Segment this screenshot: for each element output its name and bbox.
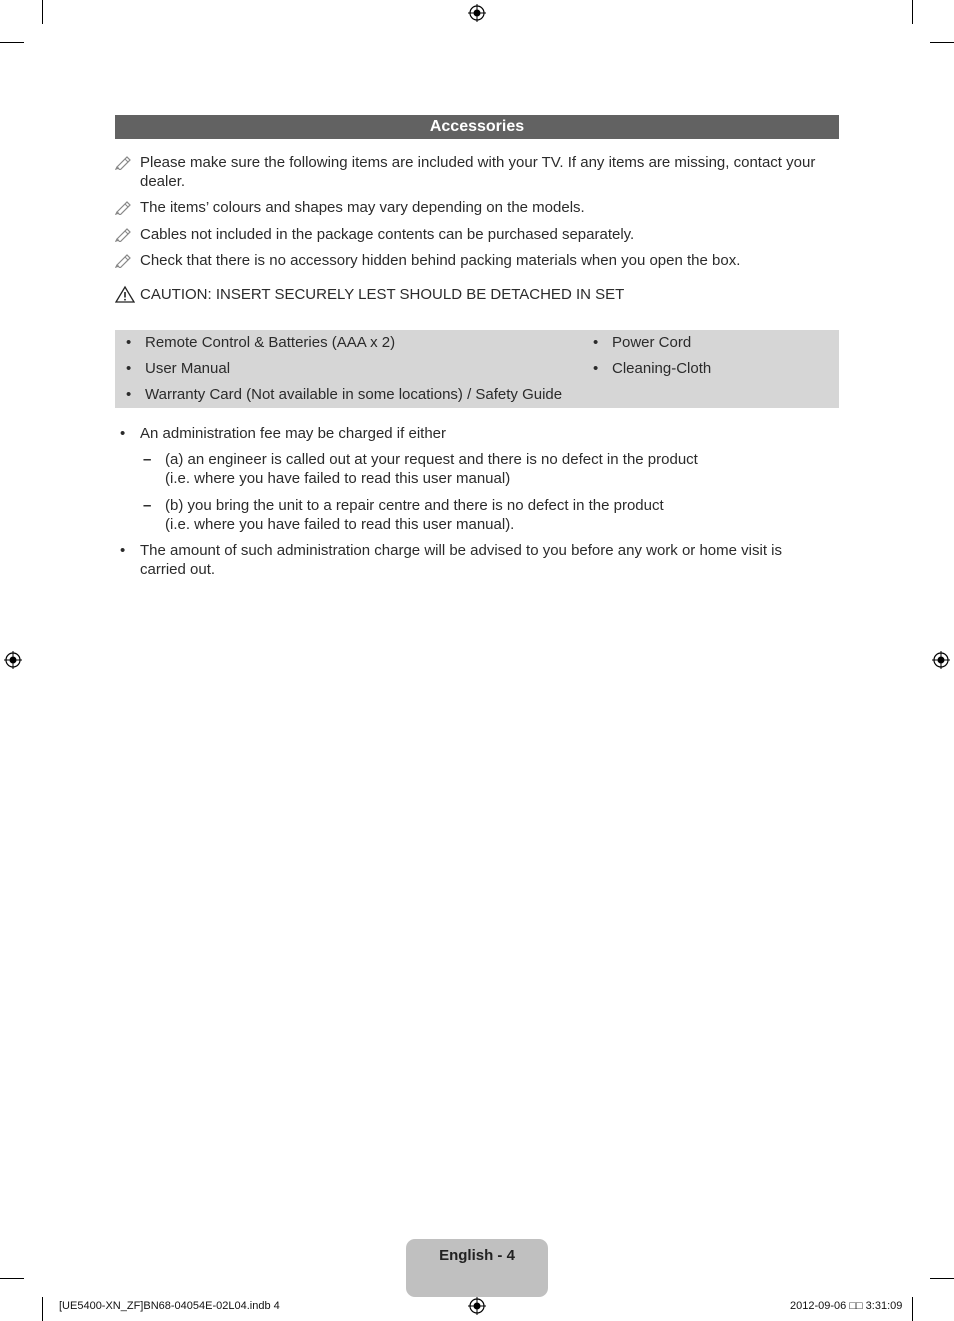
note-text: dealer. bbox=[140, 173, 186, 190]
note-text: Cables not included in the package contents can be purchased separately. bbox=[140, 226, 635, 243]
note-text: Check that there is no accessory hidden behind packing materials when you open the box. bbox=[140, 252, 741, 269]
warning-triangle-icon bbox=[115, 285, 135, 304]
section-title-bar: Accessories bbox=[115, 115, 839, 139]
bullet: • bbox=[126, 334, 132, 351]
crop-mark bbox=[912, 1297, 913, 1321]
bullet: • bbox=[593, 360, 599, 377]
registration-mark-icon bbox=[4, 651, 22, 669]
accessory-item bbox=[593, 333, 691, 352]
bullet: • bbox=[120, 425, 126, 442]
dash: – bbox=[143, 497, 152, 514]
accessories-list-box bbox=[115, 330, 839, 408]
caution-notice bbox=[115, 285, 624, 304]
crop-mark bbox=[912, 0, 913, 24]
bullet: • bbox=[126, 360, 132, 377]
accessory-item bbox=[126, 385, 562, 404]
fee-closing-text: The amount of such administration charge will be advised to you before any work or home visit is bbox=[140, 542, 782, 559]
accessory-label: User Manual bbox=[145, 360, 231, 377]
crop-mark bbox=[930, 1278, 954, 1279]
crop-mark bbox=[42, 1297, 43, 1321]
accessory-item bbox=[126, 333, 395, 352]
note-text: Please make sure the following items are included with your TV. If any items are missing, contact your bbox=[140, 154, 816, 171]
note-text: The items’ colours and shapes may vary depending on the models. bbox=[140, 199, 585, 216]
fee-intro-text: An administration fee may be charged if either bbox=[140, 425, 446, 442]
crop-mark bbox=[42, 0, 43, 24]
crop-mark bbox=[0, 1278, 24, 1279]
note-item bbox=[115, 153, 839, 191]
fee-intro-item bbox=[120, 424, 446, 443]
footer-file-info: [UE5400-XN_ZF]BN68-04054E-02L04.indb 4 bbox=[59, 1300, 280, 1312]
registration-mark-icon bbox=[932, 651, 950, 669]
page-number: English - 4 bbox=[439, 1247, 515, 1264]
registration-mark-icon bbox=[468, 4, 486, 22]
fee-case-text: (b) you bring the unit to a repair centre and there is no defect in the product bbox=[165, 497, 664, 514]
fee-case-text: (a) an engineer is called out at your request and there is no defect in the product bbox=[165, 451, 698, 468]
crop-mark bbox=[0, 42, 24, 43]
bullet: • bbox=[126, 386, 132, 403]
bullet: • bbox=[120, 542, 126, 559]
fee-case-text: (i.e. where you have failed to read this user manual) bbox=[165, 470, 511, 487]
pencil-note-icon bbox=[115, 199, 133, 215]
note-item bbox=[115, 225, 839, 244]
fee-closing-text: carried out. bbox=[140, 561, 216, 578]
note-item bbox=[115, 198, 839, 217]
accessory-item bbox=[126, 359, 230, 378]
accessory-label: Warranty Card (Not available in some locations) / Safety Guide bbox=[145, 386, 563, 403]
note-item bbox=[115, 251, 839, 270]
fee-case-text: (i.e. where you have failed to read this user manual). bbox=[165, 516, 515, 533]
registration-mark-icon bbox=[468, 1297, 486, 1315]
fee-case-item bbox=[143, 496, 664, 534]
fee-case-item bbox=[143, 450, 698, 488]
footer-timestamp: 2012-09-06 □□ 3:31:09 bbox=[790, 1300, 903, 1312]
crop-mark bbox=[930, 42, 954, 43]
pencil-note-icon bbox=[115, 252, 133, 268]
accessory-label: Power Cord bbox=[612, 334, 692, 351]
caution-text: CAUTION: INSERT SECURELY LEST SHOULD BE DETACHED IN SET bbox=[140, 286, 625, 303]
dash: – bbox=[143, 451, 152, 468]
bullet: • bbox=[593, 334, 599, 351]
accessory-label: Cleaning-Cloth bbox=[612, 360, 712, 377]
accessory-item bbox=[593, 359, 711, 378]
pencil-note-icon bbox=[115, 154, 133, 170]
pencil-note-icon bbox=[115, 226, 133, 242]
fee-closing-item bbox=[120, 541, 839, 579]
accessory-label: Remote Control & Batteries (AAA x 2) bbox=[145, 334, 396, 351]
